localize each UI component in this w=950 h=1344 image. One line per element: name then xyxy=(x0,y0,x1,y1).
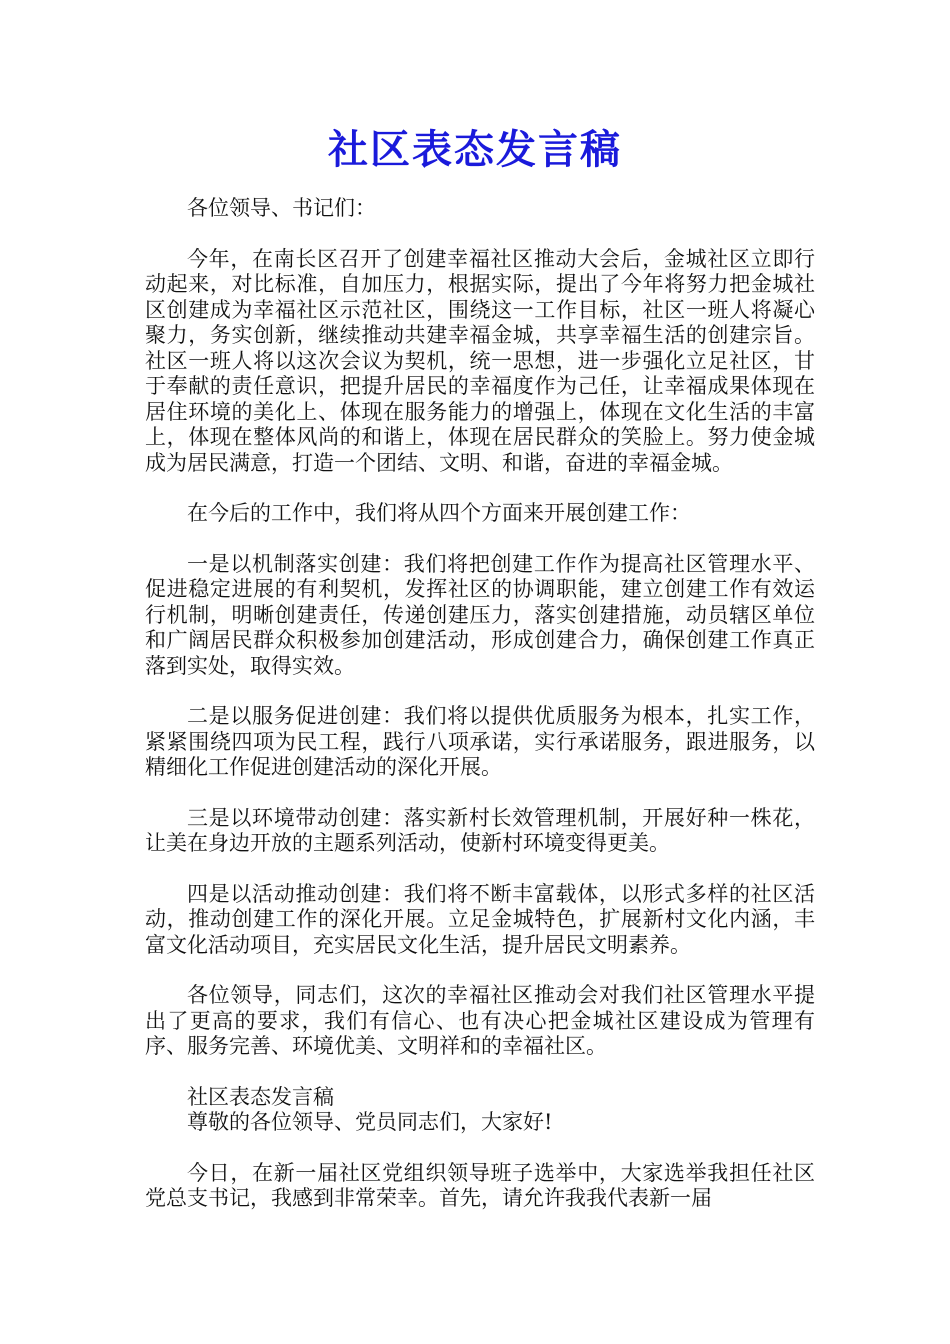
second-speech-paragraph: 今日，在新一届社区党组织领导班子选举中，大家选举我担任社区党总支书记，我感到非常荣幸。首先，请允许我我代表新一届 xyxy=(145,1160,815,1210)
second-speech-salutation: 尊敬的各位领导、党员同志们，大家好! xyxy=(187,1110,553,1134)
paragraph-point-four: 四是以活动推动创建：我们将不断丰富载体，以形式多样的社区活动，推动创建工作的深化开展。立足金城特色，扩展新村文化内涵，丰富文化活动项目，充实居民文化生活，提升居民文明素养。 xyxy=(145,881,815,957)
document-body xyxy=(145,196,815,1237)
salutation: 各位领导、书记们： xyxy=(187,196,376,220)
paragraph-four-aspects: 在今后的工作中，我们将从四个方面来开展创建工作： xyxy=(187,501,691,525)
paragraph-closing: 各位领导，同志们，这次的幸福社区推动会对我们社区管理水平提出了更高的要求，我们有信心、也有决心把金城社区建设成为管理有序、服务完善、环境优美、文明祥和的幸福社区。 xyxy=(145,983,815,1058)
paragraph-intro: 今年，在南长区召开了创建幸福社区推动大会后，金城社区立即行动起来，对比标准，自加压力，根据实际，提出了今年将努力把金城社区创建成为幸福社区示范社区，围绕这一工作目标，社区一班人将凝心聚力，务实创新，继续推动共建幸福金城，共享幸福生活的创建宗旨。社区一班人将以这次会议为契机，统一思想，进一步强化立足社区，甘于奉献的责任意识，把提升居民的幸福度作为己任，让幸福成果体现在居住环境的美化上、体现在服务能力的增强上，体现在文化生活的丰富上，体现在整体风尚的和谐上，体现在居民群众的笑脸上。努力使金城成为居民满意，打造一个团结、文明、和谐，奋进的幸福金城。 xyxy=(145,246,815,475)
second-speech-heading: 社区表态发言稿 xyxy=(187,1084,334,1109)
paragraph-point-one: 一是以机制落实创建：我们将把创建工作作为提高社区管理水平、促进稳定进展的有利契机，发挥社区的协调职能，建立创建工作有效运行机制，明晰创建责任，传递创建压力，落实创建措施，动员辖区单位和广阔居民群众积极参加创建活动，形成创建合力，确保创建工作真正落到实处，取得实效。 xyxy=(145,551,815,678)
document-title: 社区表态发言稿 xyxy=(328,126,622,173)
paragraph-point-two: 二是以服务促进创建：我们将以提供优质服务为根本，扎实工作，紧紧围绕四项为民工程，践行八项承诺，实行承诺服务，跟进服务，以精细化工作促进创建活动的深化开展。 xyxy=(145,704,815,779)
paragraph-point-three: 三是以环境带动创建：落实新村长效管理机制，开展好种一株花，让美在身边开放的主题系列活动，使新村环境变得更美。 xyxy=(145,805,815,855)
